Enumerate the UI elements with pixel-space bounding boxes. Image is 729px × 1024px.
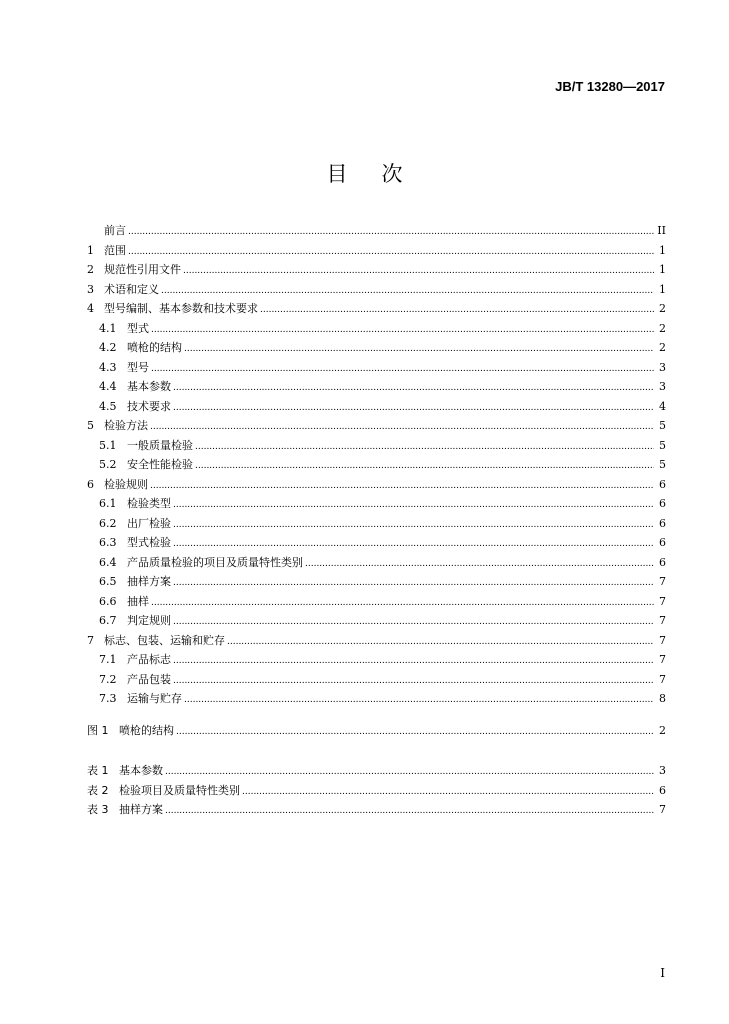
entry-title: 术语和定义: [104, 282, 159, 296]
dot-leader: [150, 478, 654, 491]
toc-entry[interactable]: [87, 398, 666, 418]
toc-entry[interactable]: [87, 261, 666, 281]
dot-leader: [176, 724, 654, 737]
entry-page-number: 7: [659, 575, 666, 588]
entry-title: 技术要求: [127, 399, 171, 413]
dot-leader: [150, 419, 654, 432]
entry-title: 范围: [104, 243, 126, 257]
entry-title: 检验类型: [127, 497, 171, 510]
entry-title: 抽样方案: [127, 575, 171, 588]
dot-leader: [242, 784, 654, 797]
entry-title: 型号: [127, 360, 149, 374]
dot-leader: [173, 536, 654, 549]
entry-page-number: 2: [659, 321, 666, 335]
section-number: 1: [87, 243, 94, 257]
entry-page-number: 7: [659, 803, 666, 816]
toc-entry[interactable]: [87, 456, 666, 476]
table-of-contents: [87, 222, 666, 710]
entry-title: 抽样方案: [119, 803, 163, 816]
entry-page-number: 3: [659, 380, 666, 393]
entry-page-number: 6: [659, 497, 666, 510]
dot-leader: [151, 595, 654, 608]
dot-leader: [161, 283, 654, 296]
entry-page-number: 4: [659, 399, 666, 413]
entry-title: 判定规则: [127, 614, 171, 627]
table-number: 表 2: [87, 783, 109, 797]
toc-entry[interactable]: [87, 534, 666, 554]
figure-number: 图 1: [87, 724, 109, 737]
entry-page-number: 6: [659, 555, 666, 569]
title-char-1: 目: [326, 162, 348, 186]
entry-page-number: 5: [659, 438, 666, 452]
section-number: 4.1: [99, 321, 117, 335]
entry-title: 喷枪的结构: [119, 724, 174, 737]
entry-page-number: 6: [659, 516, 666, 530]
toc-entry[interactable]: [87, 242, 666, 262]
toc-entry[interactable]: [87, 651, 666, 671]
dot-leader: [227, 634, 654, 647]
dot-leader: [183, 263, 654, 276]
dot-leader: [184, 692, 654, 705]
toc-entry[interactable]: [87, 593, 666, 613]
section-number: 5: [87, 419, 94, 432]
entry-page-number: 6: [659, 477, 666, 491]
toc-entry[interactable]: [87, 671, 666, 691]
dot-leader: [173, 380, 654, 393]
toc-entry[interactable]: [87, 573, 666, 593]
entry-page-number: 1: [659, 263, 666, 276]
section-number: 6.5: [99, 575, 117, 588]
dot-leader: [195, 439, 654, 452]
entry-page-number: 7: [659, 614, 666, 627]
entry-page-number: 6: [659, 783, 666, 797]
entry-page-number: 1: [659, 243, 666, 257]
section-number: 7: [87, 633, 94, 647]
section-number: 6.1: [99, 497, 117, 510]
dot-leader: [260, 302, 654, 315]
dot-leader: [165, 764, 654, 777]
entry-page-number: II: [657, 224, 666, 237]
entry-page-number: 1: [659, 282, 666, 296]
table-number: 表 3: [87, 803, 109, 816]
section-number: 3: [87, 282, 94, 296]
toc-entry[interactable]: [87, 476, 666, 496]
dot-leader: [151, 361, 654, 374]
entry-page-number: 2: [659, 302, 666, 315]
toc-entry[interactable]: [87, 782, 666, 802]
entry-title: 型式检验: [127, 536, 171, 549]
section-number: 7.2: [99, 672, 117, 686]
entry-page-number: 7: [659, 653, 666, 666]
section-number: 5.1: [99, 438, 117, 452]
title-char-2: 次: [381, 162, 403, 186]
entry-title: 产品包装: [127, 672, 171, 686]
section-number: 4: [87, 302, 94, 315]
section-number: 6: [87, 477, 94, 491]
dot-leader: [173, 497, 654, 510]
entry-title: 安全性能检验: [127, 458, 193, 471]
list-of-tables: [87, 762, 666, 821]
toc-entry[interactable]: [87, 417, 666, 437]
entry-title: 检验方法: [104, 419, 148, 432]
entry-title: 型式: [127, 321, 149, 335]
dot-leader: [195, 458, 654, 471]
section-number: 6.7: [99, 614, 117, 627]
toc-entry[interactable]: [87, 359, 666, 379]
section-number: 6.3: [99, 536, 117, 549]
section-number: 6.2: [99, 516, 117, 530]
dot-leader: [173, 575, 654, 588]
dot-leader: [173, 400, 654, 413]
toc-entry[interactable]: [87, 495, 666, 515]
section-number: 7.1: [99, 653, 117, 666]
section-number: 6.4: [99, 555, 117, 569]
dot-leader: [165, 803, 654, 816]
entry-title: 抽样: [127, 594, 149, 608]
toc-entry[interactable]: [87, 378, 666, 398]
entry-page-number: 6: [659, 536, 666, 549]
toc-entry[interactable]: [87, 515, 666, 535]
toc-entry[interactable]: [87, 690, 666, 710]
entry-page-number: 8: [659, 692, 666, 705]
page-number: I: [660, 966, 665, 980]
dot-leader: [173, 517, 654, 530]
toc-entry[interactable]: [87, 300, 666, 320]
entry-title: 基本参数: [119, 764, 163, 777]
entry-title: 检验项目及质量特性类别: [119, 783, 240, 797]
entry-title: 运输与贮存: [127, 692, 182, 705]
toc-entry[interactable]: [87, 339, 666, 359]
dot-leader: [151, 322, 654, 335]
section-number: 7.3: [99, 692, 117, 705]
section-number: 4.4: [99, 380, 117, 393]
entry-page-number: 5: [659, 458, 666, 471]
toc-entry[interactable]: [87, 320, 666, 340]
toc-entry[interactable]: [87, 801, 666, 821]
toc-entry[interactable]: [87, 281, 666, 301]
standard-code: JB/T 13280—2017: [555, 79, 665, 94]
entry-title: 产品标志: [127, 653, 171, 666]
entry-page-number: 7: [659, 633, 666, 647]
entry-title: 产品质量检验的项目及质量特性类别: [127, 555, 303, 569]
entry-title: 喷枪的结构: [127, 341, 182, 354]
entry-page-number: 7: [659, 594, 666, 608]
dot-leader: [184, 341, 654, 354]
entry-title: 基本参数: [127, 380, 171, 393]
entry-title: 一般质量检验: [127, 438, 193, 452]
section-number: 5.2: [99, 458, 117, 471]
dot-leader: [173, 653, 654, 666]
dot-leader: [173, 614, 654, 627]
dot-leader: [128, 244, 654, 257]
entry-title: 标志、包装、运输和贮存: [104, 633, 225, 647]
table-number: 表 1: [87, 764, 109, 777]
toc-entry[interactable]: [87, 437, 666, 457]
entry-page-number: 2: [659, 724, 666, 737]
toc-entry[interactable]: [87, 222, 666, 242]
dot-leader: [128, 224, 654, 237]
entry-title: 规范性引用文件: [104, 263, 181, 276]
section-number: 4.3: [99, 360, 117, 374]
toc-entry[interactable]: [87, 762, 666, 782]
toc-entry[interactable]: [87, 612, 666, 632]
entry-title: 出厂检验: [127, 516, 171, 530]
dot-leader: [305, 556, 654, 569]
section-number: 6.6: [99, 594, 117, 608]
section-number: 4.2: [99, 341, 117, 354]
page-title: [0, 158, 729, 188]
entry-page-number: 7: [659, 672, 666, 686]
section-number: 4.5: [99, 399, 117, 413]
entry-page-number: 2: [659, 341, 666, 354]
entry-page-number: 5: [659, 419, 666, 432]
entry-page-number: 3: [659, 360, 666, 374]
entry-title: 型号编制、基本参数和技术要求: [104, 302, 258, 315]
dot-leader: [173, 673, 654, 686]
toc-entry[interactable]: [87, 554, 666, 574]
entry-title: 检验规则: [104, 477, 148, 491]
section-number: 2: [87, 263, 94, 276]
toc-entry[interactable]: [87, 632, 666, 652]
list-of-figures: [87, 722, 666, 742]
entry-title: 前言: [104, 224, 126, 237]
entry-page-number: 3: [659, 764, 666, 777]
toc-entry[interactable]: [87, 722, 666, 742]
